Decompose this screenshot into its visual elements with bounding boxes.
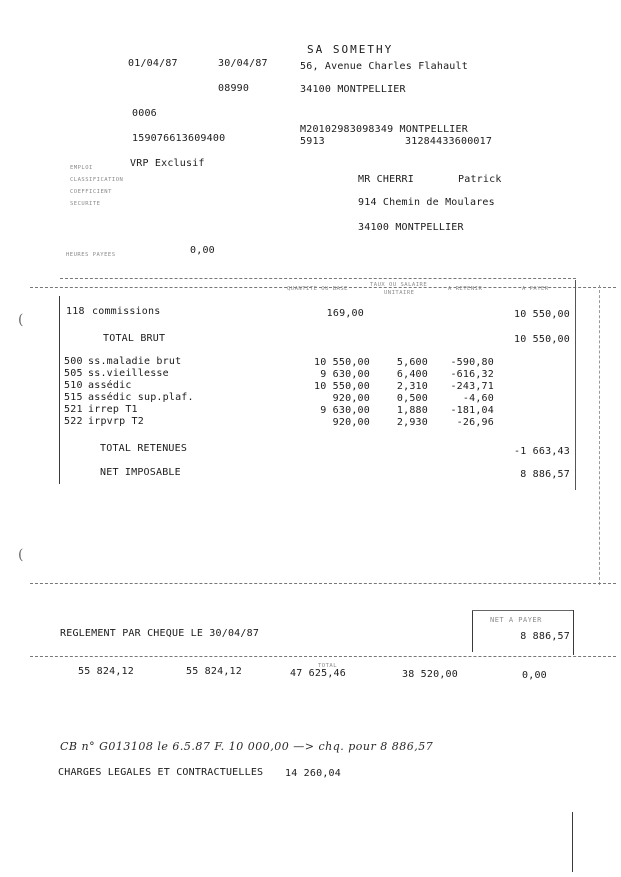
label-hours: HEURES PAYEES <box>66 252 116 258</box>
total-brut-pay: 10 550,00 <box>514 334 570 345</box>
net-to-pay-label: NET A PAYER <box>490 616 542 624</box>
net-box-right <box>573 610 574 655</box>
total-brut-label: TOTAL BRUT <box>103 333 166 344</box>
deduction-label: assédic sup.plaf. <box>88 392 194 403</box>
deduction-label: ss.maladie brut <box>88 356 182 367</box>
deduction-amount: -26,96 <box>456 417 494 428</box>
label-security: SECURITE <box>70 201 101 207</box>
employee-name: MR CHERRI <box>358 174 414 185</box>
deduction-rate: 1,880 <box>396 405 428 416</box>
cumul-border <box>30 656 616 657</box>
commission-pay: 10 550,00 <box>514 309 570 320</box>
deduction-code: 505 <box>64 368 83 379</box>
employee-address: 914 Chemin de Moulares <box>358 197 495 208</box>
deduction-label: ss.vieillesse <box>88 368 169 379</box>
table-left-rule <box>59 296 60 484</box>
deduction-amount: -181,04 <box>450 405 494 416</box>
charges-label: CHARGES LEGALES ET CONTRACTUELLES <box>58 767 264 778</box>
cumul-value: 47 625,46 <box>290 668 346 679</box>
deduction-rate: 2,310 <box>396 381 428 392</box>
deduction-rate: 5,600 <box>396 357 428 368</box>
deduction-label: irrep T1 <box>88 404 138 415</box>
deduction-code: 515 <box>64 392 83 403</box>
punch-mark-2: ( <box>18 547 24 563</box>
urssaf-ref: M20102983098349 MONTPELLIER <box>300 124 468 135</box>
net-imposable-label: NET IMPOSABLE <box>100 467 181 478</box>
net-to-pay: 8 886,57 <box>520 631 570 642</box>
period-start: 01/04/87 <box>128 58 178 69</box>
deduction-rate: 0,500 <box>396 393 428 404</box>
deduction-base: 10 550,00 <box>314 381 370 392</box>
charges-value: 14 260,04 <box>285 768 341 779</box>
deduction-code: 522 <box>64 416 83 427</box>
deduction-label: assédic <box>88 380 132 391</box>
table-right-rule <box>575 280 576 490</box>
page-right-rule <box>599 285 600 585</box>
account-number: 159076613609400 <box>132 133 226 144</box>
cumul-small-label: TOTAL <box>318 663 338 669</box>
table-top-border <box>60 278 576 279</box>
footer-top-border <box>30 583 616 584</box>
deduction-amount: -4,60 <box>462 393 494 404</box>
col-rate: TAUX OU SALAIRE <box>370 282 428 288</box>
col-base-qty: QUANTITE OU BASE <box>287 286 348 292</box>
total-retenues-pay: -1 663,43 <box>514 446 570 457</box>
commission-label: commissions <box>92 306 161 317</box>
handwritten-note: CB n° G013108 le 6.5.87 F. 10 000,00 —> chq. pour 8 886,57 <box>60 740 434 753</box>
employee-job: VRP Exclusif <box>130 158 205 169</box>
col-to-pay: A PAYER <box>522 286 549 292</box>
company-city: 34100 MONTPELLIER <box>300 84 406 95</box>
period-end: 30/04/87 <box>218 58 268 69</box>
deduction-rate: 2,930 <box>396 417 428 428</box>
employee-first-name: Patrick <box>458 174 502 185</box>
cumul-value: 38 520,00 <box>402 669 458 680</box>
commission-base: 169,00 <box>326 308 364 319</box>
cumul-value: 55 824,12 <box>186 666 242 677</box>
deduction-amount: -243,71 <box>450 381 494 392</box>
label-coefficient: COEFFICIENT <box>70 189 112 195</box>
deduction-code: 521 <box>64 404 83 415</box>
deduction-code: 510 <box>64 380 83 391</box>
ape-code: 5913 <box>300 136 325 147</box>
net-imposable-pay: 8 886,57 <box>520 469 570 480</box>
deduction-rate: 6,400 <box>396 369 428 380</box>
cumul-value: 55 824,12 <box>78 666 134 677</box>
cumul-value: 0,00 <box>522 670 547 681</box>
company-address: 56, Avenue Charles Flahault <box>300 61 468 72</box>
commission-code: 118 <box>66 306 85 317</box>
label-classification: CLASSIFICATION <box>70 177 124 183</box>
ref-number: 0006 <box>132 108 157 119</box>
deduction-base: 9 630,00 <box>320 369 370 380</box>
net-box-left <box>472 610 473 652</box>
hours-paid: 0,00 <box>190 245 215 256</box>
deduction-amount: -590,80 <box>450 357 494 368</box>
deduction-label: irpvrp T2 <box>88 416 144 427</box>
deduction-amount: -616,32 <box>450 369 494 380</box>
punch-mark-1: ( <box>18 312 24 328</box>
label-job: EMPLOI <box>70 165 93 171</box>
net-box-top <box>472 610 574 611</box>
payment-method: REGLEMENT PAR CHEQUE LE 30/04/87 <box>60 628 260 639</box>
col-withheld: A RETENIR <box>448 286 483 292</box>
total-retenues-label: TOTAL RETENUES <box>100 443 188 454</box>
siret: 31284433600017 <box>405 136 493 147</box>
col-rate-sub: UNITAIRE <box>384 290 415 296</box>
company-name: SA SOMETHY <box>307 43 394 56</box>
deduction-base: 920,00 <box>332 393 370 404</box>
employee-city: 34100 MONTPELLIER <box>358 222 464 233</box>
deduction-code: 500 <box>64 356 83 367</box>
deduction-base: 9 630,00 <box>320 405 370 416</box>
deduction-base: 10 550,00 <box>314 357 370 368</box>
company-code: 08990 <box>218 83 250 94</box>
deduction-base: 920,00 <box>332 417 370 428</box>
page-edge-mark <box>572 812 573 872</box>
